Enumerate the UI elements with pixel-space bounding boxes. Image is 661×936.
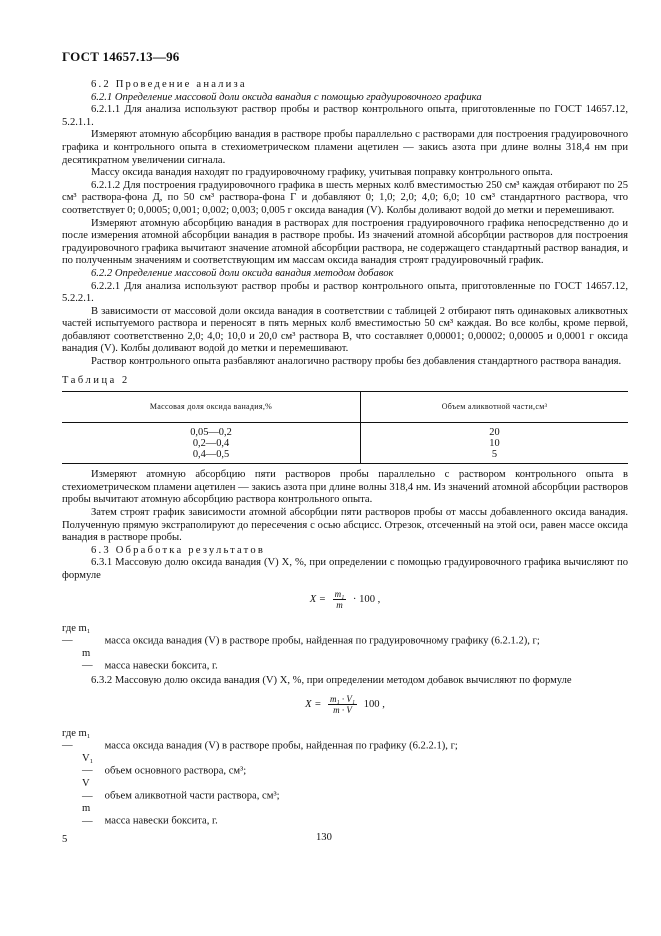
definition-text: масса навески боксита, г. [104, 660, 218, 672]
formula-1-denominator: m [336, 599, 343, 610]
definition-row [62, 623, 628, 648]
definition-text: масса оксида ванадия (V) в растворе пробы, найденная по градуировочному графику (6.2.1.2), г; [104, 635, 540, 647]
definition-text: объем основного раствора, см³; [104, 765, 247, 777]
formula-1-lhs: X = [309, 593, 326, 605]
definition-row [62, 648, 628, 673]
table-cell: 0,2—0,4 [62, 438, 361, 449]
table-row [62, 449, 628, 464]
table-2 [62, 391, 628, 464]
table-header-aliquot-volume: Объем аликвотной части,см³ [361, 392, 629, 423]
paragraph-five-solutions: Измеряют атомную абсорбцию пяти растворов пробы параллельно с раствором контрольного опыта в стехиометрическом пламени ацетилен — закись азота при длине волны 318,4 нм. Из значений атомной абсорбции растворов пробы вычитают атомную абсорбцию раствора контрольного опыта. [62, 469, 628, 506]
paragraph-6-3-1: 6.3.1 Массовую долю оксида ванадия (V) X, %, при определении с помощью градуировочного графика вычисляют по формуле [62, 557, 628, 581]
section-6-2-1-heading: 6.2.1 Определение массовой доли оксида ванадия с помощью градуировочного графика [91, 91, 482, 103]
table-row [62, 423, 628, 439]
definition-row [62, 728, 628, 753]
definition-row [62, 753, 628, 778]
page-number-center: 130 [316, 832, 332, 843]
definition-symbol: V₁ — [82, 752, 94, 777]
paragraph-measure-absorption: Измеряют атомную абсорбцию ванадия в растворе пробы параллельно с растворами для построения градуировочного графика и контрольного опыта в стехиометрическом пламени ацетилен — закись азота при длине волны 318,4 нм при десятикратном увеличении сигнала. [62, 129, 628, 166]
table-cell: 0,4—0,5 [62, 449, 361, 464]
definition-text: масса оксида ванадия (V) в растворе пробы, найденная по графику (6.2.2.1), г; [104, 740, 458, 752]
paragraph-6-2-1-2: 6.2.1.2 Для построения градуировочного графика в шесть мерных колб вместимостью 250 см³ каждая отбирают по 25 см³ раствора-фона Д, по 50 см³ раствора-фона Г и добавляют 0; 1,0; 2,0; 4,0; 6,0; 10 см³ стандартного раствора, что соответствует 0; 0,0005; 0,001; 0,002; 0,003; 0,005 г оксида ванадия (V). Колбы доливают водой до метки и перемешивают. [62, 179, 628, 216]
section-6-2-heading: 6.2 Проведение анализа [91, 79, 247, 90]
table-header-mass-fraction: Массовая доля оксида ванадия,% [62, 392, 361, 423]
definition-symbol: m — [82, 647, 93, 672]
table-cell: 10 [489, 438, 500, 450]
formula-2-numerator: m₁ · V₁ [330, 693, 356, 704]
paragraph-aliquots: В зависимости от массовой доли оксида ванадия в соответствии с таблицей 2 отбирают пять одинаковых аликвотных частей испытуемого раствора и переносят в пять мерных колб вместимостью 50 см³ каждая. Во все колбы, кроме первой, добавляют соответственно 2,0; 4,0; 10,0 и 20,0 см³ раствора В, что составляет 0,00001; 0,00002; 0,00005 и 0,0001 г оксида ванадия (V). Колбы доливают водой до метки и перемешивают. [62, 305, 628, 355]
formula-2-denominator: m · V [333, 704, 352, 715]
formula-2 [62, 694, 628, 722]
formula-1-rhs: · 100 , [352, 593, 381, 605]
formula-2-lhs: X = [305, 698, 322, 710]
paragraph-6-3-2: 6.3.2 Массовую долю оксида ванадия (V) X, %, при определении методом добавок вычисляют по формуле [91, 674, 572, 686]
paragraph-control-solution: Раствор контрольного опыта разбавляют аналогично раствору пробы без добавления стандартного раствора ванадия. [91, 356, 622, 368]
definition-symbol: где m₁ — [62, 727, 91, 752]
definition-text: масса навески боксита, г. [104, 815, 218, 827]
definition-symbol: V — [82, 777, 93, 802]
table-row [62, 438, 628, 449]
page-number: 5 [62, 834, 68, 845]
formula-2-rhs: 100 , [363, 698, 385, 710]
paragraph-mass-from-graph: Массу оксида ванадия находят по градуировочному графику, учитывая поправку контрольного опыта. [91, 167, 553, 179]
definition-text: объем аликвотной части раствора, см³; [104, 790, 280, 802]
document-header: ГОСТ 14657.13—96 [62, 49, 180, 64]
document-body [62, 79, 628, 828]
paragraph-6-2-1-1: 6.2.1.1 Для анализа используют раствор пробы и раствор контрольного опыта, приготовленные по ГОСТ 14657.12, 5.2.1.1. [62, 104, 628, 128]
definition-symbol: где m₁ — [62, 622, 91, 647]
section-6-3-heading: 6.3 Обработка результатов [91, 544, 266, 556]
formula-1 [62, 589, 628, 617]
formula-1-fraction [333, 589, 347, 610]
section-6-2-2-heading: 6.2.2 Определение массовой доли оксида ванадия методом добавок [91, 267, 394, 279]
paragraph-extrapolation: Затем строят график зависимости атомной абсорбции пяти растворов пробы от массы добавленного оксида ванадия. Полученную прямую экстраполируют до пересечения с осью абсцисс. Отрезок, отсеченный на этой оси, равен массе оксида ванадия в растворе пробы. [62, 507, 628, 544]
definition-symbol: m — [82, 803, 93, 827]
formula-1-numerator: m₁ [334, 588, 345, 599]
paragraph-calibration-measure: Измеряют атомную абсорбцию ванадия в растворах для построения градуировочного графика непосредственно до и после измерения атомной абсорбции ванадия в растворе пробы. Из значений атомной абсорбции растворов для построения градуировочного графика вычитают значение атомной абсорбции раствора, не содержащего стандартный раствор ванадия, и по полученным значениям и соответствующим им массам оксида ванадия строят градуировочный график. [62, 217, 628, 267]
table-cell: 5 [361, 449, 629, 464]
formula-2-fraction [328, 694, 357, 715]
table-caption: Таблица 2 [62, 374, 130, 386]
table-cell: 20 [489, 427, 500, 439]
table-cell: 0,05—0,2 [62, 423, 361, 439]
definition-row [62, 803, 628, 828]
paragraph-6-2-2-1: 6.2.2.1 Для анализа используют раствор пробы и раствор контрольного опыта, приготовленные по ГОСТ 14657.12, 5.2.2.1. [62, 280, 628, 305]
definition-row [62, 778, 628, 803]
